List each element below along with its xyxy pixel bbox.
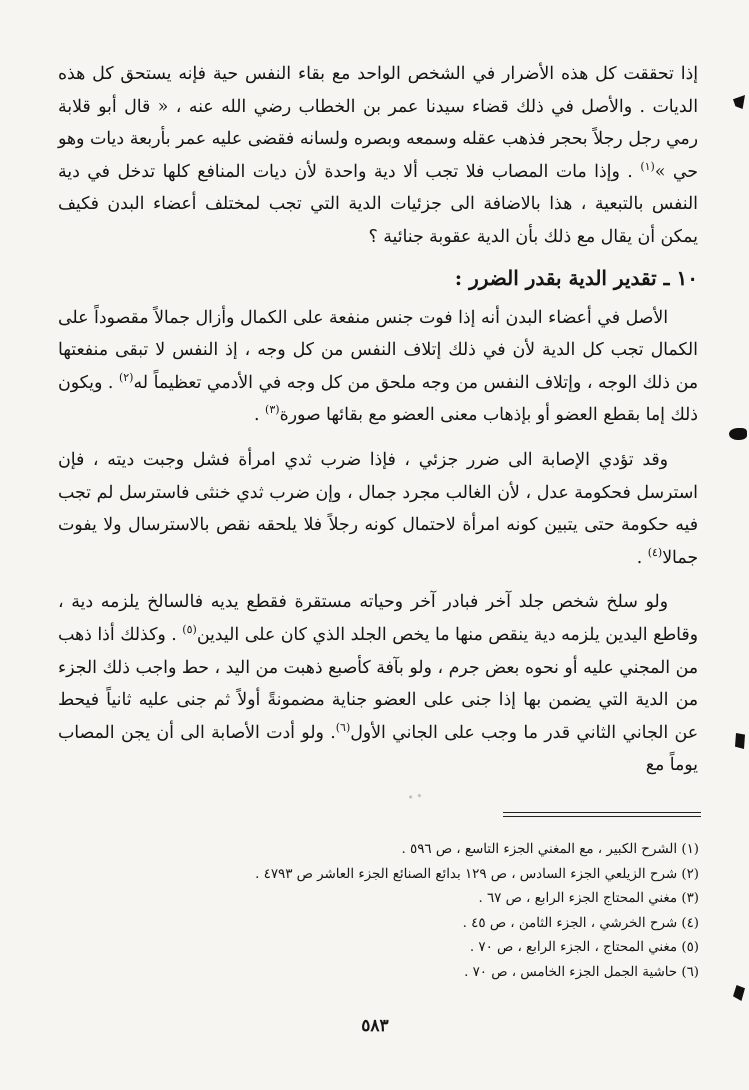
paragraph-2: الأصل في أعضاء البدن أنه إذا فوت جنس منفعة على الكمال وأزال جمالاً مقصوداً على الكمال تجب كل الدية لأن في ذلك إتلاف النفس من كل وجه ، إذ النفس لا تبقى منفعتها من ذلك الوجه ، وإتلاف النفس من وجه ملحق من كل وجه في الأدمي تعظيماً له$^{(٢)}$ . ويكون ذلك إما بقطع العضو أو بإذهاب معنى العضو مع بقائها صورة$^{(٣)}$ .: [58, 307, 698, 426]
binding-mark-lower: [735, 733, 745, 749]
footnote-1: (١) الشرح الكبير ، مع المغني الجزء التاسع ، ص ٥٩٦ .: [401, 842, 699, 857]
binding-mark-bottom: [733, 985, 745, 1001]
page-number: ٥٨٣: [361, 1016, 389, 1036]
footnote-6: (٦) حاشية الجمل الجزء الخامس ، ص ٧٠ .: [464, 964, 699, 980]
main-text: [58, 58, 698, 782]
scan-speck: [404, 790, 426, 804]
footnote-ref-2: (٢): [118, 370, 134, 384]
footnote-4: (٤) شرح الخرشي ، الجزء الثامن ، ص ٤٥ .: [462, 915, 699, 931]
footnote-ref-3: (٣): [265, 403, 280, 417]
footnotes: [180, 838, 699, 986]
footnote-ref-1: (١): [640, 160, 655, 174]
paragraph-4: ولو سلخ شخص جلد آخر فبادر آخر وحياته مستقرة فقطع يديه فالسالخ يلزمه دية ، وقاطع اليدين يلزمه دية ينقص منها ما يخص الجلد الذي كان على اليدين$^{(٥)}$ . وكذلك أذا ذهب من المجني عليه أو نحوه بعض جرم ، ولو بآفة كأصبع ذهبت من اليد ، حط واجب ذلك الجزء من الدية التي يضمن بها إذا جنى على العضو جناية مضمونةً أولاً ثم جنى عليه ثانياً فيحط عن الجاني الثاني قدر ما وجب على الجاني الأول$^{(٦)}$. ولو أدت الأصابة الى أن يجن المصاب يوماً مع: [58, 592, 698, 776]
binding-mark-middle: [729, 428, 747, 440]
footnote-divider: [503, 812, 701, 813]
footnote-divider-second: [503, 816, 701, 817]
footnote-2: (٢) شرح الزيلعي الجزء السادس ، ص ١٢٩ بدائع الصنائع الجزء العاشر ص ٤٧٩٣ .: [255, 866, 699, 882]
footnote-ref-6: (٦): [335, 720, 351, 734]
binding-mark-top: [733, 95, 745, 109]
footnote-5: (٥) مغني المحتاج ، الجزء الرابع ، ص ٧٠ .: [469, 940, 699, 956]
footnote-3: (٣) مغني المحتاج الجزء الرابع ، ص ٦٧ .: [478, 891, 699, 907]
paragraph-1: إذا تحققت كل هذه الأضرار في الشخص الواحد مع بقاء النفس حية فإنه يستحق كل هذه الديات . والأصل في ذلك قضاء سيدنا عمر بن الخطاب رضي الله عنه ، « قال أبو قلابة رمي رجل رجلاً بحجر فذهب عقله وسمعه وبصره ولسانه فقضى عليه عمر بأربعة ديات وهو حي »$^{(١)}$ . وإذا مات المصاب فلا تجب ألا دية واحدة لأن ديات المنافع كلها تدخل في دية النفس بالتبعية ، هذا بالاضافة الى جزئيات الدية التي تجب لمختلف أعضاء البدن فكيف يمكن أن يقال مع ذلك بأن الدية عقوبة جنائية ؟: [58, 64, 698, 247]
section-heading: ١٠ ـ تقدير الدية بقدر الضرر :: [454, 265, 698, 290]
footnote-ref-5: (٥): [182, 623, 197, 637]
paragraph-3: وقد تؤدي الإصابة الى ضرر جزئي ، فإذا ضرب ثدي امرأة فشل وجبت ديته ، فإن استرسل فحكومة عدل ، لأن الغالب مجرد جمال ، وإن ضرب ثدي خنثى فاسترسل لم تجب فيه حكومة حتى يتبين كونه امرأة لاحتمال كونه رجلاً فلا يلحقه نقص بالاسترسال ولا يفوت جمالا$^{(٤)}$ .: [58, 449, 698, 568]
footnote-ref-4: (٤): [647, 545, 663, 559]
